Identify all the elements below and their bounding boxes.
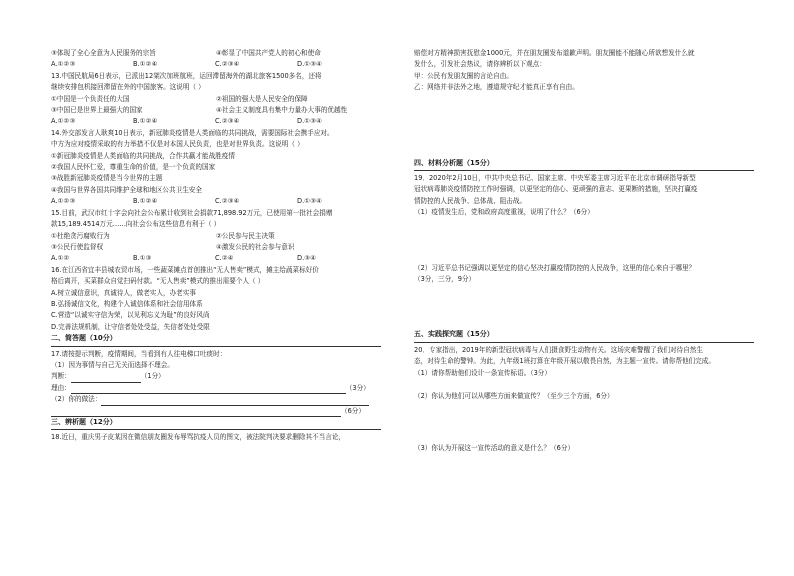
question-19-sub-2: （3分，三分，9分） xyxy=(414,275,476,284)
choice: C.②③④ xyxy=(215,117,240,126)
choice: A.①②③ xyxy=(51,197,76,206)
option-text: ①杜绝贪污腐败行为 xyxy=(51,231,110,240)
question-20-text: 态，对待生命的警钟。为此，九年级1班打算在年级开展以敬畏自然，为主题一宣传。请你帮他们完成。 xyxy=(414,357,715,366)
option-row xyxy=(51,231,381,242)
answer-space xyxy=(414,403,754,443)
practice-score: （6分） xyxy=(341,406,365,415)
option-text: ④我国与世界各国共同维护全球和地区公共卫生安全 xyxy=(51,185,202,194)
option-text: A.树立诚信意识，真诚待人，做老实人，办老实事 xyxy=(51,288,196,297)
question-19-text: 冠状病毒肺炎疫情防控工作时强调，以更坚定的信心、更顽强的意志、更果断的措施，坚决打赢疫 xyxy=(414,185,698,194)
question-20-sub-1: （1）请你帮助他们设计一条宣传标语。（3分） xyxy=(414,368,551,377)
practice-blank[interactable] xyxy=(51,408,341,417)
choice-row xyxy=(51,253,381,264)
question-13-text: 13.中国民航局6日表示，已派出12架次加班航班，运回滞留海外的湖北旅客1500多名，还将 xyxy=(51,71,322,80)
option-text: ④激发公民的社会参与意识 xyxy=(216,242,295,251)
viewpoint-b: 乙：网络并非法外之地，遵道规守纪才能真正享有自由。 xyxy=(414,83,579,92)
question-14-text: 中方为应对疫情采取的有力举措不仅是对本国人民负责，也是对世界负责。这说明（ ） xyxy=(51,140,304,149)
option-text: ②公民参与民主决策 xyxy=(216,231,275,240)
option-text: ②我国人民怀仁爱，尊重生命的价值，是一个负责的国家 xyxy=(51,163,216,172)
viewpoint-a: 甲：公民有发朋友圈的言论自由。 xyxy=(414,71,513,80)
option-row xyxy=(51,105,381,116)
choice: B.①②④ xyxy=(133,197,158,206)
section-heading: 五、实践探究题（15分） xyxy=(414,330,494,339)
choice: C.②③④ xyxy=(215,60,240,69)
choice: B.①③ xyxy=(133,254,152,263)
question-18-text: 发什么，引发社会热议，请你辨析以下观点： xyxy=(414,60,546,69)
section-heading: 四、材料分析题（15分） xyxy=(414,158,494,167)
choice: D.①③④ xyxy=(297,60,322,69)
reason-label: 理由： xyxy=(51,383,71,392)
answer-space xyxy=(414,219,754,263)
option-text: ③中国已是世界上最强大的国家 xyxy=(51,106,143,115)
choice: D.①③④ xyxy=(297,117,322,126)
practice-row-2 xyxy=(51,406,381,417)
option-text: D.完善法规机制，让守信者处处受益，失信者处处受限 xyxy=(51,322,210,331)
right-column xyxy=(414,48,754,454)
reason-row xyxy=(51,383,381,394)
judge-blank[interactable] xyxy=(71,374,141,383)
answer-space xyxy=(414,379,754,391)
option-text: ③公民行使监督权 xyxy=(51,242,104,251)
question-16-text: 16.在江西省宜丰县城农贸市场，一些蔬菜摊点首创推出“无人售卖”模式，摊主给蔬菜标好价 xyxy=(51,265,319,274)
practice-blank[interactable] xyxy=(101,397,369,406)
question-19-sub-1: （1）疫情发生后，党和政府高度重视，说明了什么？（6分） xyxy=(414,208,594,217)
choice: D.①③④ xyxy=(297,197,322,206)
option-text: ①新冠肺炎疫情是人类面临的共同挑战，合作共赢才能战胜疫情 xyxy=(51,151,235,160)
choice: C.②④ xyxy=(215,254,234,263)
option-text: ③战胜新冠肺炎疫情是当今世界的主题 xyxy=(51,174,163,183)
option-text: C.营造“以诚实守信为荣，以见利忘义为耻”的良好风尚 xyxy=(51,311,210,320)
option-text: ④彰显了中国共产党人的初心和使命 xyxy=(216,49,321,57)
question-13-text: 继续安排包机接回滞留在外的中国旅客。这说明（ ） xyxy=(51,83,205,92)
choice: B.①②④ xyxy=(133,60,158,69)
question-18-text: 18.近日，重庆男子皮某因在微信朋友圈发布辱骂抗疫人员的图文，被法院判决要求删除其不当言论， xyxy=(51,433,346,442)
choice: C.②③④ xyxy=(215,197,240,206)
section-heading: 三、辨析题（12分） xyxy=(51,418,117,426)
section-heading: 二、简答题（10分） xyxy=(51,334,117,343)
question-17-text: 17.请按提示判断，疫情期间，当看到有人往电梯口吐痰时： xyxy=(51,349,227,358)
choice: A.①②③ xyxy=(51,60,76,69)
judge-row xyxy=(51,371,381,382)
question-15-text: 15.目前，武汉市红十字会向社会公布累计收到社会捐款71,898.92万元，已使用第一批社会捐赠 xyxy=(51,208,333,217)
choice-row xyxy=(51,116,381,127)
answer-space xyxy=(414,285,754,329)
question-18-text: 赔偿对方精神损害抚慰金1000元，并在朋友圈发布道歉声明。朋友圈能不能随心所欲想发什么就 xyxy=(414,49,695,57)
question-19-text: 情防控的人民战争、总体战、阻击战。 xyxy=(414,196,527,205)
option-row xyxy=(51,242,381,253)
choice: D.③④ xyxy=(297,254,316,263)
choice: A.①② xyxy=(51,254,70,263)
question-20-sub-3: （3）你认为开展这一宣传活动的意义是什么？（6分） xyxy=(414,443,575,452)
option-row xyxy=(51,48,381,59)
question-20-sub-2: （2）你认为他们可以从哪些方面来做宣传？（至少三个方面，6分） xyxy=(414,392,614,401)
question-19-sub-2: （2）习近平总书记强调以更坚定的信心坚决打赢疫情防控的人民战争，这里的信心来自于哪里？ xyxy=(414,263,696,272)
choice: A.①②③ xyxy=(51,117,76,126)
question-14-text: 14.外交部发言人耿爽10日表示，新冠肺炎疫情是人类面临的共同挑战，需要国际社会携手应对。 xyxy=(51,128,334,137)
answer-space xyxy=(414,94,754,158)
question-17-sub: （2）你的做法： xyxy=(51,395,102,404)
left-column xyxy=(51,48,381,444)
choice-row xyxy=(51,59,381,70)
option-row xyxy=(51,94,381,105)
judge-score: （1分） xyxy=(140,372,165,381)
section-divider xyxy=(51,429,381,430)
question-20-text: 20．专家指出，2019年的新型冠状病毒与人们摄食野生动物有关。这场灾难警醒了我们对待自然生 xyxy=(414,345,703,354)
choice: B.①②④ xyxy=(133,117,158,126)
reason-blank[interactable] xyxy=(71,385,346,394)
section-divider xyxy=(414,342,754,343)
reason-score: （3分） xyxy=(345,383,370,392)
option-text: ③体现了全心全意为人民服务的宗旨 xyxy=(51,49,156,57)
section-divider xyxy=(414,170,754,171)
option-text: ④社会主义制度具有集中力量办大事的优越性 xyxy=(216,106,348,115)
question-15-text: 款15,189.4514万元……向社会公布这些信息有利于（ ） xyxy=(51,220,221,229)
section-divider xyxy=(51,346,381,347)
question-19-text: 19．2020年2月10日，中共中央总书记、国家主席、中央军委主席习近平在北京市调研指导新型 xyxy=(414,174,696,183)
question-17-sub: （1）因为事情与自己无关而选择不理会。 xyxy=(51,360,174,369)
judge-label: 判断： xyxy=(51,372,71,381)
question-16-text: 格后离开，买菜群众自觉扫码付款。“无人售卖”模式的推出需要个人（ ） xyxy=(51,277,265,286)
practice-row xyxy=(51,394,381,405)
option-text: ②祖国的强大是人民安全的保障 xyxy=(216,94,308,103)
choice-row xyxy=(51,196,381,207)
option-text: B.弘扬诚信文化，构建个人诚信体系和社会信用体系 xyxy=(51,299,203,308)
option-text: ①中国是一个负责任的大国 xyxy=(51,94,130,103)
